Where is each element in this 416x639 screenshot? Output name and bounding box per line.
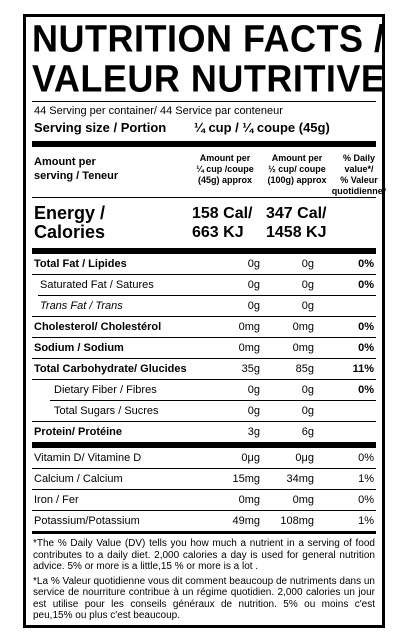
nutrient-row-sodium bbox=[32, 338, 376, 358]
nutrient-row-total-sugars bbox=[32, 401, 376, 421]
nutrient-label: Dietary Fiber / Fibres bbox=[54, 384, 157, 396]
energy-label-line-2: Calories bbox=[34, 222, 106, 242]
nutrient-row-saturated-fat bbox=[32, 275, 376, 295]
nutrient-label: Saturated Fat / Satures bbox=[40, 279, 154, 291]
vitamin-row-vitamin-d bbox=[32, 448, 376, 468]
nutrient-value-45g: 0mg bbox=[238, 321, 260, 333]
title-line-2: VALEUR NUTRITIVE bbox=[32, 56, 386, 100]
nutrient-value-45g: 0g bbox=[247, 258, 260, 270]
nutrient-daily-value: 0% bbox=[358, 342, 374, 354]
col1-header-line: (45g) approx bbox=[197, 175, 252, 185]
nutrient-value-45g: 3g bbox=[247, 426, 260, 438]
nutrient-daily-value: 11% bbox=[352, 363, 374, 375]
nutrient-value-100g: 0mg bbox=[292, 342, 314, 354]
nutrient-label: Total Carbohydrate/ Glucides bbox=[34, 363, 187, 375]
vitamin-label: Potassium/Potassium bbox=[34, 515, 140, 527]
vitamin-daily-value: 0% bbox=[358, 494, 374, 506]
nutrient-value-100g: 6g bbox=[301, 426, 314, 438]
nutrient-label: Trans Fat / Trans bbox=[40, 300, 123, 312]
vitamin-label: Calcium / Calcium bbox=[34, 473, 123, 485]
vitamin-value-45g: 0μg bbox=[241, 452, 260, 464]
vitamin-value-45g: 0mg bbox=[238, 494, 260, 506]
nutrient-label: Sodium / Sodium bbox=[34, 342, 124, 354]
energy-col2-line-1: 347 Cal/ bbox=[266, 205, 327, 222]
footnote-french: *La % Valeur quotidienne vous dit comment beaucoup de nutriments dans un service de nourriture contribue à un régime quotidien. 2,000 calories un jour est utilise pour les conseils généraux de nutrition. 5% ou moins c'est peu,15% ou plus c'est beaucoup. bbox=[33, 575, 375, 621]
vitamin-value-100g: 108mg bbox=[280, 515, 314, 527]
col1-header bbox=[190, 153, 260, 186]
title-line-1: NUTRITION FACTS / bbox=[32, 16, 385, 60]
nutrition-facts-panel bbox=[23, 14, 385, 628]
vitamin-row-calcium bbox=[32, 469, 376, 489]
nutrient-value-45g: 0g bbox=[247, 384, 260, 396]
energy-col2-line-2: 1458 KJ bbox=[266, 224, 327, 241]
amount-label-line-1: Amount per bbox=[34, 156, 96, 168]
vitamin-row-iron bbox=[32, 490, 376, 510]
nutrient-value-100g: 0g bbox=[301, 300, 314, 312]
col1-header-line: Amount per bbox=[199, 153, 251, 163]
vitamin-daily-value: 1% bbox=[358, 473, 374, 485]
footnote-english: *The % Daily Value (DV) tells you how much a nutrient in a serving of food contributes to a daily diet. 2,000 calories a day is used for general nutrition advice. 5% or more is a little,15 % or more is a lot . bbox=[33, 538, 375, 572]
nutrient-label: Total Fat / Lipides bbox=[34, 258, 127, 270]
nutrient-label: Protein/ Protéine bbox=[34, 426, 123, 438]
vitamin-value-100g: 34mg bbox=[286, 473, 314, 485]
vitamin-label: Iron / Fer bbox=[34, 494, 79, 506]
vitamin-value-100g: 0μg bbox=[295, 452, 314, 464]
col2-header-line: Amount per bbox=[271, 153, 323, 163]
nutrient-row-trans-fat bbox=[32, 296, 376, 316]
nutrition-title bbox=[32, 16, 386, 100]
nutrient-row-dietary-fiber bbox=[32, 380, 376, 400]
col2-header bbox=[260, 153, 334, 186]
vitamin-row-potassium bbox=[32, 511, 376, 531]
col3-header-line: % Valeur bbox=[340, 175, 378, 185]
nutrient-label: Total Sugars / Sucres bbox=[54, 405, 159, 417]
nutrient-value-45g: 0mg bbox=[238, 342, 260, 354]
vitamin-label: Vitamin D/ Vitamine D bbox=[34, 452, 142, 464]
col3-header-line: quotidienne* bbox=[331, 186, 387, 196]
nutrient-daily-value: 0% bbox=[358, 321, 374, 333]
nutrient-value-100g: 0g bbox=[301, 384, 314, 396]
energy-col1-line-2: 663 KJ bbox=[192, 224, 244, 241]
nutrient-value-100g: 0g bbox=[301, 258, 314, 270]
nutrient-row-protein bbox=[32, 422, 376, 442]
nutrient-value-100g: 0g bbox=[301, 279, 314, 291]
col2-header-line: ½ cup/ coupe bbox=[268, 164, 326, 174]
vitamin-daily-value: 1% bbox=[358, 515, 374, 527]
energy-label bbox=[34, 204, 105, 242]
vitamin-value-100g: 0mg bbox=[292, 494, 314, 506]
nutrient-label: Cholesterol/ Cholestérol bbox=[34, 321, 162, 333]
nutrient-daily-value: 0% bbox=[358, 279, 374, 291]
nutrient-value-45g: 0g bbox=[247, 279, 260, 291]
nutrient-value-100g: 85g bbox=[295, 363, 314, 375]
vitamin-value-45g: 49mg bbox=[232, 515, 260, 527]
nutrient-row-cholesterol bbox=[32, 317, 376, 337]
energy-col1 bbox=[192, 204, 252, 242]
nutrient-value-45g: 35g bbox=[241, 363, 260, 375]
col3-header-line: % Daily value*/ bbox=[342, 153, 375, 174]
col2-header-line: (100g) approx bbox=[267, 175, 327, 185]
divider bbox=[32, 101, 376, 102]
nutrient-value-100g: 0g bbox=[301, 405, 314, 417]
amount-label-line-2: serving / Teneur bbox=[34, 170, 119, 182]
col3-header bbox=[328, 153, 390, 197]
servings-per-container: 44 Serving per container/ 44 Service par conteneur bbox=[34, 105, 283, 117]
serving-size-row bbox=[32, 118, 376, 138]
vitamin-value-45g: 15mg bbox=[232, 473, 260, 485]
col1-header-line: ¼ cup /coupe bbox=[196, 164, 254, 174]
serving-size-label: Serving size / Portion bbox=[34, 120, 167, 135]
energy-row bbox=[32, 198, 376, 248]
energy-col2 bbox=[266, 204, 327, 242]
energy-label-line-1: Energy / bbox=[34, 203, 106, 223]
nutrient-row-carbohydrate bbox=[32, 359, 376, 379]
nutrient-row-total-fat bbox=[32, 254, 376, 274]
vitamin-daily-value: 0% bbox=[358, 452, 374, 464]
nutrient-daily-value: 0% bbox=[358, 258, 374, 270]
nutrient-daily-value: 0% bbox=[358, 384, 374, 396]
nutrient-value-100g: 0mg bbox=[292, 321, 314, 333]
divider bbox=[32, 531, 376, 534]
nutrient-value-45g: 0g bbox=[247, 300, 260, 312]
energy-col1-line-1: 158 Cal/ bbox=[192, 205, 253, 222]
serving-size-value: ¼ cup / ¼ coupe (45g) bbox=[194, 120, 330, 135]
column-header bbox=[32, 147, 387, 197]
amount-per-serving-label bbox=[34, 155, 118, 183]
nutrient-value-45g: 0g bbox=[247, 405, 260, 417]
